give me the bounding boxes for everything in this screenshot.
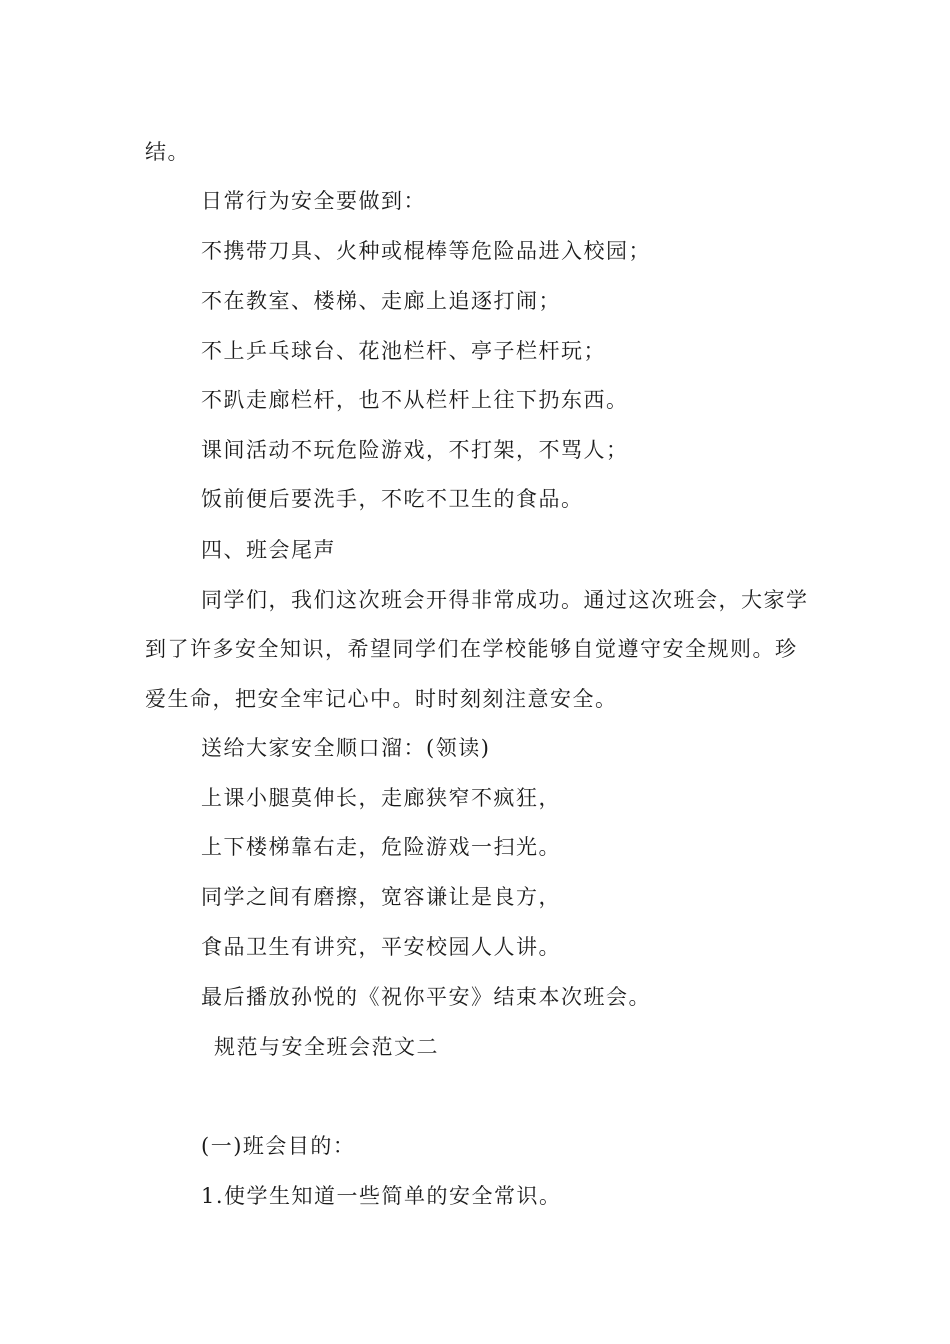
rule-line: 不上乒乓球台、花池栏杆、亭子栏杆玩； bbox=[201, 339, 606, 363]
paragraph-line: 到了许多安全知识，希望同学们在学校能够自觉遵守安全规则。珍 bbox=[145, 637, 798, 661]
rhyme-line: 同学之间有磨擦，宽容谦让是良方， bbox=[201, 885, 561, 909]
paragraph-line: 结。 bbox=[145, 140, 190, 164]
rhyme-line: 上课小腿莫伸长，走廊狭窄不疯狂， bbox=[201, 786, 561, 810]
section-title: 规范与安全班会范文二 bbox=[214, 1035, 439, 1059]
rhyme-line: 上下楼梯靠右走，危险游戏一扫光。 bbox=[201, 835, 561, 859]
subsection-heading: (一)班会目的： bbox=[201, 1134, 356, 1158]
rhyme-line: 食品卫生有讲究，平安校园人人讲。 bbox=[201, 935, 561, 959]
closing-line: 最后播放孙悦的《祝你平安》结束本次班会。 bbox=[201, 985, 651, 1009]
paragraph-line: 爱生命，把安全牢记心中。时时刻刻注意安全。 bbox=[145, 687, 618, 711]
rule-line: 不趴走廊栏杆，也不从栏杆上往下扔东西。 bbox=[201, 388, 629, 412]
rule-line: 不携带刀具、火种或棍棒等危险品进入校园； bbox=[201, 239, 651, 263]
rhyme-intro-line: 送给大家安全顺口溜：(领读) bbox=[201, 736, 491, 760]
section-intro-line: 日常行为安全要做到： bbox=[201, 189, 426, 213]
paragraph-line: 同学们，我们这次班会开得非常成功。通过这次班会，大家学 bbox=[201, 588, 809, 612]
rule-line: 饭前便后要洗手，不吃不卫生的食品。 bbox=[201, 487, 584, 511]
section-heading: 四、班会尾声 bbox=[201, 538, 336, 562]
list-item: 1.使学生知道一些简单的安全常识。 bbox=[201, 1184, 562, 1208]
rule-line: 不在教室、楼梯、走廊上追逐打闹； bbox=[201, 289, 561, 313]
rule-line: 课间活动不玩危险游戏，不打架，不骂人； bbox=[201, 438, 629, 462]
